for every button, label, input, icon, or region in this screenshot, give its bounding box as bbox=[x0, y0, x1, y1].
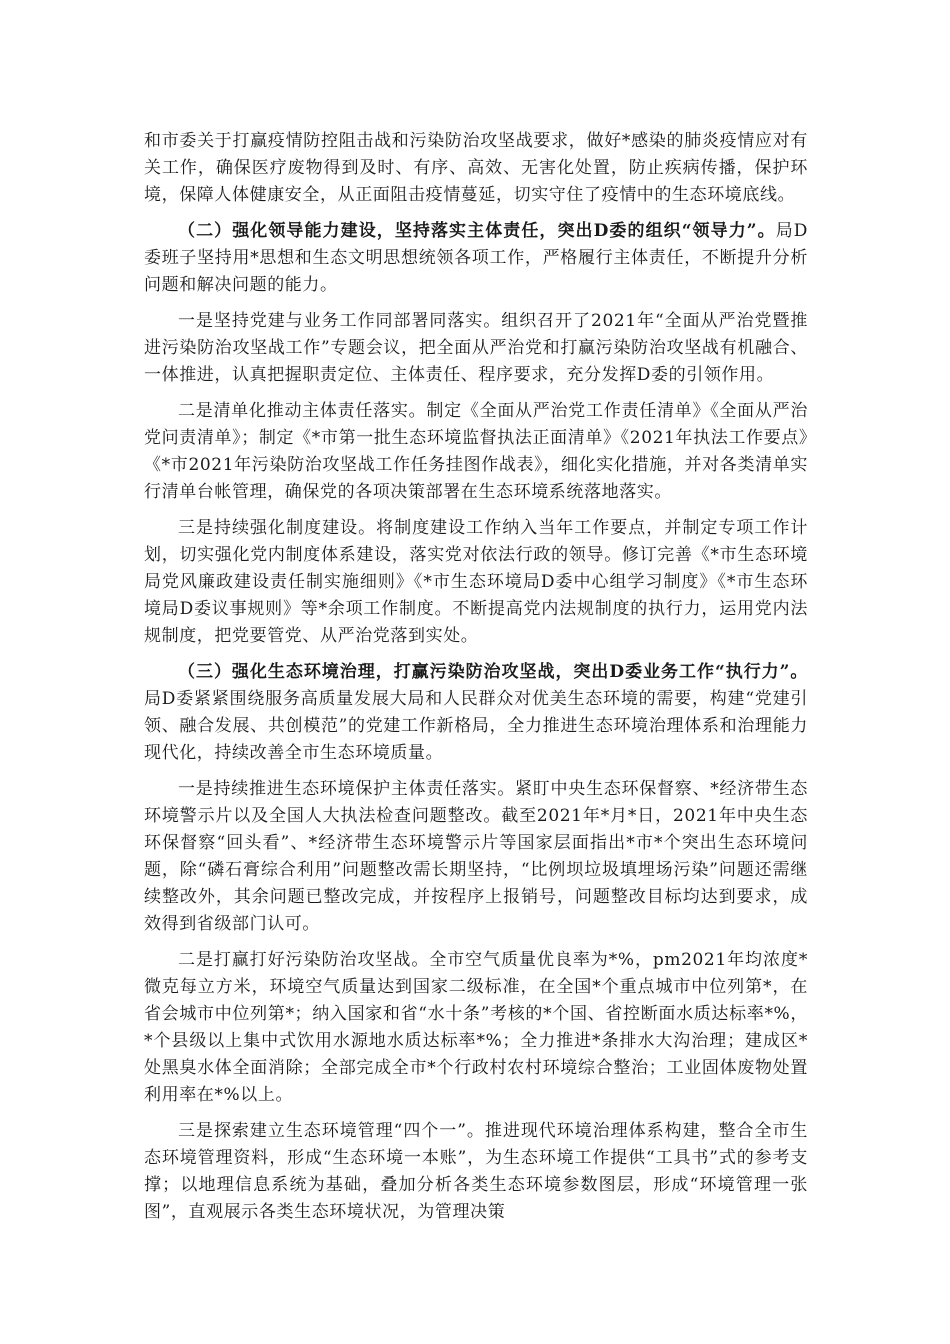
paragraph-item bbox=[144, 398, 808, 506]
paragraph-text: 局D委班子坚持用*思想和生态文明思想统领各项工作，严格履行主体责任，不断提升分析问题和解决问题的能力。 bbox=[144, 221, 808, 295]
paragraph-text: 三是持续强化制度建设。将制度建设工作纳入当年工作要点，并制定专项工作计划，切实强化党内制度体系建设，落实党对依法行政的领导。修订完善《*市生态环境局党风廉政建设责任制实施细则》《*市生态环境局D委中心组学习制度》《*市生态环境局D委议事规则》等*余项工作制度。不断提高党内法规制度的执行力，运用党内法规制度，把党要管党、从严治党落到实处。 bbox=[144, 518, 808, 646]
paragraph-continuation bbox=[144, 128, 808, 209]
paragraph-item bbox=[144, 776, 808, 938]
paragraph-text: 二是清单化推动主体责任落实。制定《全面从严治党工作责任清单》《全面从严治党问责清单》；制定《*市第一批生态环境监督执法正面清单》《2021年执法工作要点》《*市2021年污染防治攻坚战工作任务挂图作战表》，细化实化措施，并对各类清单实行清单台帐管理，确保党的各项决策部署在生态环境系统落地落实。 bbox=[144, 401, 808, 502]
paragraph-text: 二是打赢打好污染防治攻坚战。全市空气质量优良率为*%，pm2021年均浓度*微克每立方米，环境空气质量达到国家二级标准，在全国*个重点城市中位列第*，在省会城市中位列第*；纳入国家和省“水十条”考核的*个国、省控断面水质达标率*%，*个县级以上集中式饮用水源地水质达标率*%；全力推进*条排水大沟治理；建成区*处黑臭水体全面消除；全部完成全市*个行政村农村环境综合整治；工业固体废物处置利用率在*%以上。 bbox=[144, 950, 808, 1105]
paragraph-text: 局D委紧紧围绕服务高质量发展大局和人民群众对优美生态环境的需要，构建“党建引领、融合发展、共创模范”的党建工作新格局，全力推进生态环境治理体系和治理能力现代化，持续改善全市生态环境质量。 bbox=[144, 689, 808, 763]
section-three-paragraph bbox=[144, 659, 808, 767]
paragraph-text: 一是坚持党建与业务工作同部署同落实。组织召开了2021年“全面从严治党暨推进污染防治攻坚战工作”专题会议，把全面从严治党和打赢污染防治攻坚战有机融合、一体推进，认真把握职责定位、主体责任、程序要求，充分发挥D委的引领作用。 bbox=[144, 311, 808, 385]
paragraph-item bbox=[144, 308, 808, 389]
paragraph-text: 一是持续推进生态环境保护主体责任落实。紧盯中央生态环保督察、*经济带生态环境警示片以及全国人大执法检查问题整改。截至2021年*月*日，2021年中央生态环保督察“回头看”、*经济带生态环境警示片等国家层面指出*市*个突出生态环境问题，除“磷石膏综合利用”问题整改需长期坚持，“比例坝垃圾填埋场污染”问题还需继续整改外，其余问题已整改完成，并按程序上报销号，问题整改目标均达到要求，成效得到省级部门认可。 bbox=[144, 779, 808, 934]
paragraph-item bbox=[144, 1118, 808, 1226]
document-body bbox=[144, 128, 808, 1235]
section-two-paragraph bbox=[144, 218, 808, 299]
paragraph-item bbox=[144, 947, 808, 1109]
paragraph-text: 三是探索建立生态环境管理“四个一”。推进现代环境治理体系构建，整合全市生态环境管理资料，形成“生态环境一本账”，为生态环境工作提供“工具书”式的参考支撑；以地理信息系统为基础，叠加分析各类生态环境参数图层，形成“环境管理一张图”，直观展示各类生态环境状况，为管理决策 bbox=[144, 1121, 808, 1222]
paragraph-item bbox=[144, 515, 808, 650]
section-heading: （二）强化领导能力建设，坚持落实主体责任，突出D委的组织“领导力”。 bbox=[178, 221, 776, 241]
paragraph-text: 和市委关于打赢疫情防控阻击战和污染防治攻坚战要求，做好*感染的肺炎疫情应对有关工作，确保医疗废物得到及时、有序、高效、无害化处置，防止疾病传播，保护环境，保障人体健康安全，从正面阻击疫情蔓延，切实守住了疫情中的生态环境底线。 bbox=[144, 131, 808, 205]
section-heading: （三）强化生态环境治理，打赢污染防治攻坚战，突出D委业务工作“执行力”。 bbox=[178, 662, 808, 682]
